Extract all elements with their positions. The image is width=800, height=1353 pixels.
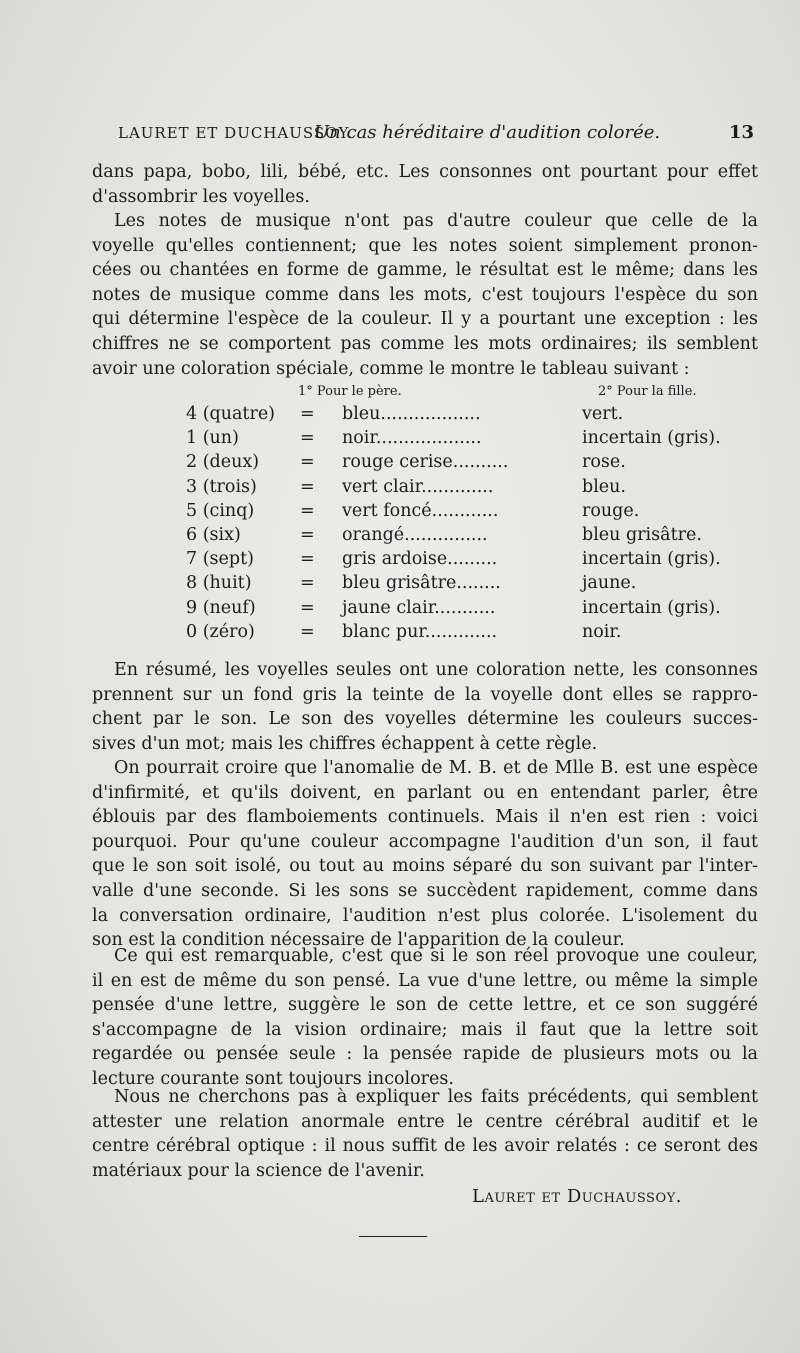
paragraph xyxy=(92,756,758,953)
paragraph xyxy=(92,944,758,1092)
text-line: d'assombrir les voyelles. xyxy=(92,186,310,207)
paragraph xyxy=(92,160,758,209)
text-line: centre cérébral optique : il nous suffit de les avoir relatés : ce seront des xyxy=(92,1136,758,1157)
text-line: pensée d'une lettre, suggère le son de cette lettre, et ce son suggéré xyxy=(92,995,758,1016)
daughter-column-header: 2° Pour la fille. xyxy=(598,384,697,399)
header-authors: LAURET ET DUCHAUSSOY. xyxy=(118,124,354,142)
table-row xyxy=(0,598,800,622)
text-line: cées ou chantées en forme de gamme, le résultat est le même; dans les xyxy=(92,260,758,281)
daughter-color-cell: noir. xyxy=(582,621,622,642)
table-row xyxy=(0,452,800,476)
digit-cell: 6 (six) xyxy=(186,525,241,545)
text-line: regardée ou pensée seule : la pensée rapide de plusieurs mots ou la xyxy=(92,1044,758,1065)
daughter-color-cell: incertain (gris). xyxy=(582,597,721,618)
father-color-cell: bleu grisâtre........ xyxy=(342,573,501,594)
father-color-cell: orangé............... xyxy=(342,525,488,545)
text-line: matériaux pour la science de l'avenir. xyxy=(92,1160,425,1181)
table-row xyxy=(0,525,800,549)
text-line: d'infirmité, et qu'ils doivent, en parlant ou en entendant parler, être xyxy=(92,782,758,803)
father-color-cell: vert clair............. xyxy=(342,476,494,497)
text-line: sives d'un mot; mais les chiffres échappent à cette règle. xyxy=(92,733,598,754)
father-color-cell: rouge cerise.......... xyxy=(342,452,509,473)
running-header xyxy=(118,122,754,148)
father-column-header: 1° Pour le père. xyxy=(298,384,402,399)
text-line: En résumé, les voyelles seules ont une coloration nette, les consonnes xyxy=(114,660,758,680)
text-line: chiffres ne se comportent pas comme les mots ordinaires; ils semblent xyxy=(92,333,758,354)
text-line: attester une relation anormale entre le centre cérébral auditif et le xyxy=(92,1111,758,1132)
text-line: Nous ne cherchons pas à expliquer les faits précédents, qui semblent xyxy=(114,1087,758,1107)
digit-cell: 9 (neuf) xyxy=(186,597,256,618)
end-rule xyxy=(359,1236,427,1237)
text-line: la conversation ordinaire, l'audition n'est plus colorée. L'isolement du xyxy=(92,905,758,926)
paragraph xyxy=(92,1085,758,1183)
equals-sign: = xyxy=(300,621,315,642)
signature xyxy=(472,1186,682,1207)
equals-sign: = xyxy=(300,452,315,473)
daughter-color-cell: rose. xyxy=(582,452,626,473)
text-line: prennent sur un fond gris la teinte de la voyelle dont elles se rappro- xyxy=(92,684,758,705)
text-line: s'accompagne de la vision ordinaire; mais il faut que la lettre soit xyxy=(92,1019,758,1040)
father-color-cell: jaune clair........... xyxy=(342,597,496,618)
daughter-color-cell: bleu grisâtre. xyxy=(582,525,702,545)
digit-cell: 2 (deux) xyxy=(186,452,260,473)
digit-cell: 8 (huit) xyxy=(186,573,252,594)
daughter-color-cell: incertain (gris). xyxy=(582,428,721,449)
text-line: lecture courante sont toujours incolores. xyxy=(92,1068,454,1089)
daughter-color-cell: incertain (gris). xyxy=(582,549,721,570)
text-line: Les notes de musique n'ont pas d'autre couleur que celle de la xyxy=(114,211,758,231)
digit-cell: 0 (zéro) xyxy=(186,621,255,642)
digit-cell: 7 (sept) xyxy=(186,549,254,570)
daughter-color-cell: jaune. xyxy=(582,573,637,594)
text-line: il en est de même du son pensé. La vue d'une lettre, ou même la simple xyxy=(92,970,758,991)
table-row xyxy=(0,501,800,525)
header-title: Un cas héréditaire d'audition colorée. xyxy=(314,122,661,143)
father-color-cell: gris ardoise......... xyxy=(342,549,498,570)
table-row xyxy=(0,573,800,597)
equals-sign: = xyxy=(300,404,315,424)
digit-cell: 5 (cinq) xyxy=(186,500,255,521)
text-line: son est la condition nécessaire de l'apparition de la couleur. xyxy=(92,930,625,951)
text-line: dans papa, bobo, lili, bébé, etc. Les consonnes ont pourtant pour effet xyxy=(92,162,758,182)
text-line: que le son soit isolé, ou tout au moins séparé du son suivant par l'inter- xyxy=(92,856,758,877)
paragraph xyxy=(92,209,758,381)
father-color-cell: vert foncé............ xyxy=(342,500,499,521)
daughter-color-cell: bleu. xyxy=(582,476,626,497)
text-line: pourquoi. Pour qu'une couleur accompagne l'audition d'un son, il faut xyxy=(92,831,758,852)
table-row xyxy=(0,477,800,501)
paragraph xyxy=(92,658,758,756)
text-line: voyelle qu'elles contiennent; que les notes soient simplement pronon- xyxy=(92,235,758,256)
page-number: 13 xyxy=(728,122,754,143)
father-color-cell: blanc pur............. xyxy=(342,621,498,642)
father-color-cell: noir................... xyxy=(342,428,482,449)
digit-cell: 4 (quatre) xyxy=(186,404,276,424)
equals-sign: = xyxy=(300,549,315,570)
equals-sign: = xyxy=(300,500,315,521)
text-line: On pourrait croire que l'anomalie de M. B. et de Mlle B. est une espèce xyxy=(114,758,758,778)
table-row xyxy=(0,404,800,428)
table-row xyxy=(0,428,800,452)
equals-sign: = xyxy=(300,428,315,449)
equals-sign: = xyxy=(300,476,315,497)
digit-cell: 3 (trois) xyxy=(186,476,257,497)
equals-sign: = xyxy=(300,597,315,618)
father-color-cell: bleu.................. xyxy=(342,404,481,424)
text-line: Ce qui est remarquable, c'est que si le son réel provoque une couleur, xyxy=(114,946,758,966)
text-line: éblouis par des flamboiements continuels. Mais il n'en est rien : voici xyxy=(92,807,758,828)
text-line: notes de musique comme dans les mots, c'est toujours l'espèce du son xyxy=(92,284,758,305)
daughter-color-cell: rouge. xyxy=(582,500,640,521)
table-row xyxy=(0,622,800,646)
table-row xyxy=(0,549,800,573)
digit-cell: 1 (un) xyxy=(186,428,239,449)
text-line: avoir une coloration spéciale, comme le montre le tableau suivant : xyxy=(92,358,690,379)
text-line: chent par le son. Le son des voyelles détermine les couleurs succes- xyxy=(92,709,758,730)
signature-text: Lauret et Duchaussoy. xyxy=(472,1186,682,1207)
text-line: valle d'une seconde. Si les sons se succèdent rapidement, comme dans xyxy=(92,880,758,901)
equals-sign: = xyxy=(300,573,315,594)
text-line: qui détermine l'espèce de la couleur. Il y a pourtant une exception : les xyxy=(92,309,758,330)
equals-sign: = xyxy=(300,525,315,545)
daughter-color-cell: vert. xyxy=(582,404,624,424)
